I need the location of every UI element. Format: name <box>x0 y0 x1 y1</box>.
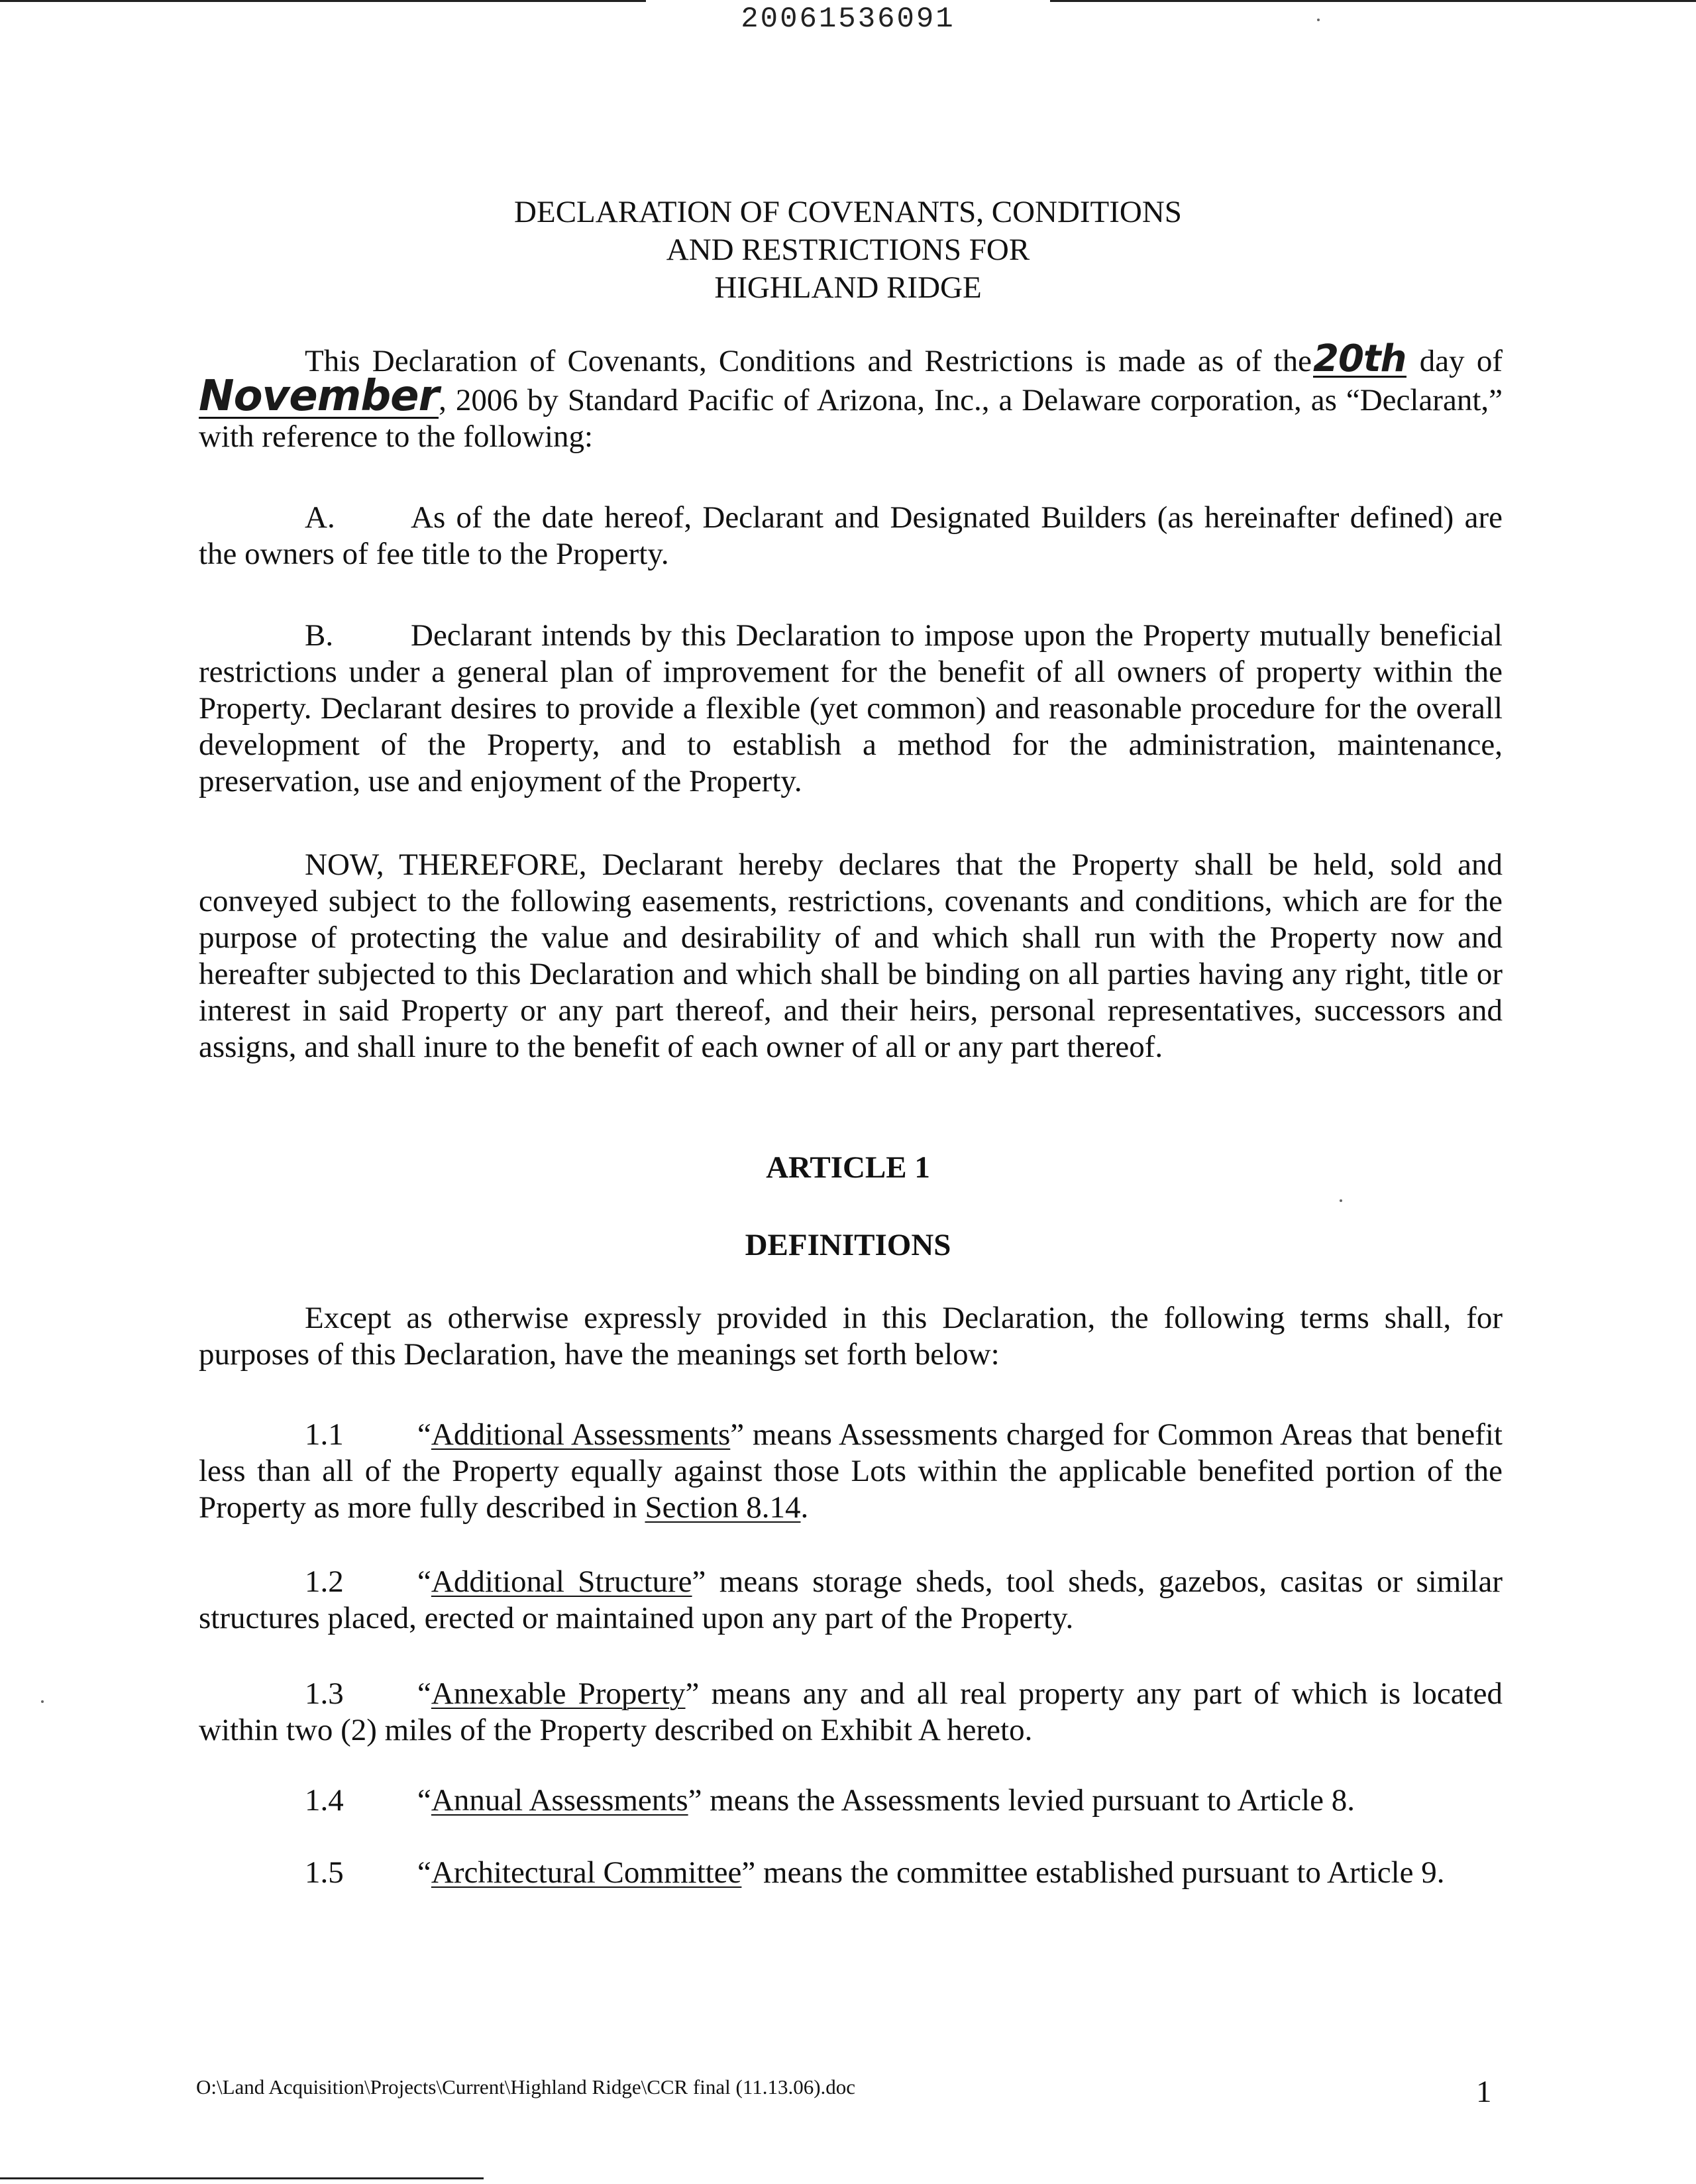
definition-text: means the committee established pursuant to Article 9. <box>755 1855 1445 1890</box>
recital-text: Declarant intends by this Declaration to impose upon the Property mutually beneficial restrictions under a general plan of improvement for the benefit of all owners of property within the Property. Declarant desires to provide a flexible (yet common) and reasonable procedure for the overall development of the Property, and to establish a method for the administration, maintenance, preservation, use and enjoyment of the Property. <box>199 618 1503 798</box>
definition-text: means storage sheds, tool sheds, gazebos, casitas or similar structures placed, erected or maintained upon any part of the Property. <box>199 1564 1503 1635</box>
preamble-text-end: , 2006 by Standard Pacific of Arizona, Inc., a Delaware corporation, as “Declarant,” with reference to the following: <box>199 383 1503 454</box>
handwritten-day: 20th <box>1312 337 1406 380</box>
definition-number: 1.5 <box>305 1855 344 1890</box>
definition-1-5: 1.5 “Architectural Committee” means the committee established pursuant to Article 9. <box>305 1855 1445 1890</box>
article-number: ARTICLE 1 <box>766 1150 930 1185</box>
definition-1-4: 1.4 “Annual Assessments” means the Assessments levied pursuant to Article 8. <box>305 1783 1355 1818</box>
definition-1-3: 1.3 “Annexable Property” means any and all real property any part of which is located within two (2) miles of the Property described on Exhibit A hereto. <box>199 1676 1503 1747</box>
handwritten-month: November <box>199 372 439 421</box>
recital-label: A. <box>305 500 335 535</box>
definition-number: 1.2 <box>305 1564 344 1599</box>
recital-label: B. <box>305 618 334 653</box>
preamble-day-of: day of <box>1419 344 1503 378</box>
definition-text: means any and all real property any part of which is located within two (2) miles of the Property described on Exhibit A hereto. <box>199 1676 1503 1747</box>
scan-edge-line-bottom <box>0 2177 484 2179</box>
scan-edge-line-top-right <box>1050 0 1696 2</box>
definition-number: 1.1 <box>305 1417 344 1452</box>
title-line-2: AND RESTRICTIONS FOR <box>666 233 1030 267</box>
scan-speck <box>41 1700 44 1703</box>
defined-term: Additional Structure <box>431 1564 692 1599</box>
month-blank <box>199 372 439 421</box>
definition-text-end: . <box>800 1490 809 1525</box>
article-title: DEFINITIONS <box>745 1228 951 1262</box>
defined-term: Annual Assessments <box>431 1783 688 1818</box>
definition-1-1: 1.1 “Additional Assessments” means Assessments charged for Common Areas that benefit less than all of the Property equally against those Lots within the applicable benefited portion of the Property as more fully described in Section 8.14. <box>199 1417 1503 1525</box>
definition-1-2: 1.2 “Additional Structure” means storage sheds, tool sheds, gazebos, casitas or similar structures placed, erected or maintained upon any part of the Property. <box>199 1564 1503 1635</box>
definitions-intro: Except as otherwise expressly provided in this Declaration, the following terms shall, for purposes of this Declaration, have the meanings set forth below: <box>199 1301 1503 1372</box>
scan-speck <box>1340 1199 1342 1202</box>
section-reference: Section 8.14 <box>645 1490 801 1525</box>
definition-text: means the Assessments levied pursuant to Article 8. <box>702 1783 1355 1818</box>
footer-file-path: O:\Land Acquisition\Projects\Current\Highland Ridge\CCR final (11.13.06).doc <box>196 2075 856 2099</box>
definition-text: means Assessments charged for Common Areas that benefit less than all of the Property equally against those Lots within the applicable benefited portion of the Property as more fully described in <box>199 1417 1503 1525</box>
now-therefore-paragraph: NOW, THEREFORE, Declarant hereby declares that the Property shall be held, sold and conveyed subject to the following easements, restrictions, covenants and conditions, which are for the purpose of protecting the value and desirability of and which shall run with the Property now and hereafter subjected to this Declaration and which shall be binding on all parties having any right, title or interest in said Property or any part thereof, and their heirs, personal representatives, successors and assigns, and shall inure to the benefit of each owner of all or any part thereof. <box>199 847 1503 1064</box>
document-title <box>0 193 1696 307</box>
defined-term: Architectural Committee <box>431 1855 742 1890</box>
page-number: 1 <box>1476 2075 1492 2109</box>
recording-number: 20061536091 <box>741 3 955 36</box>
title-line-3: HIGHLAND RIDGE <box>714 270 982 305</box>
title-line-1: DECLARATION OF COVENANTS, CONDITIONS <box>514 195 1182 229</box>
scan-edge-line-top-left <box>0 0 646 2</box>
recital-b <box>199 618 1503 800</box>
defined-term: Annexable Property <box>431 1676 686 1711</box>
day-blank <box>1312 337 1406 380</box>
recital-text: As of the date hereof, Declarant and Designated Builders (as hereinafter defined) are the owners of fee title to the Property. <box>199 500 1503 571</box>
definition-number: 1.4 <box>305 1783 344 1818</box>
recital-a <box>199 500 1503 573</box>
defined-term: Additional Assessments <box>431 1417 731 1452</box>
preamble-text-start: This Declaration of Covenants, Conditions and Restrictions is made as of the <box>305 344 1312 378</box>
definition-number: 1.3 <box>305 1676 344 1711</box>
preamble-paragraph <box>199 337 1503 455</box>
